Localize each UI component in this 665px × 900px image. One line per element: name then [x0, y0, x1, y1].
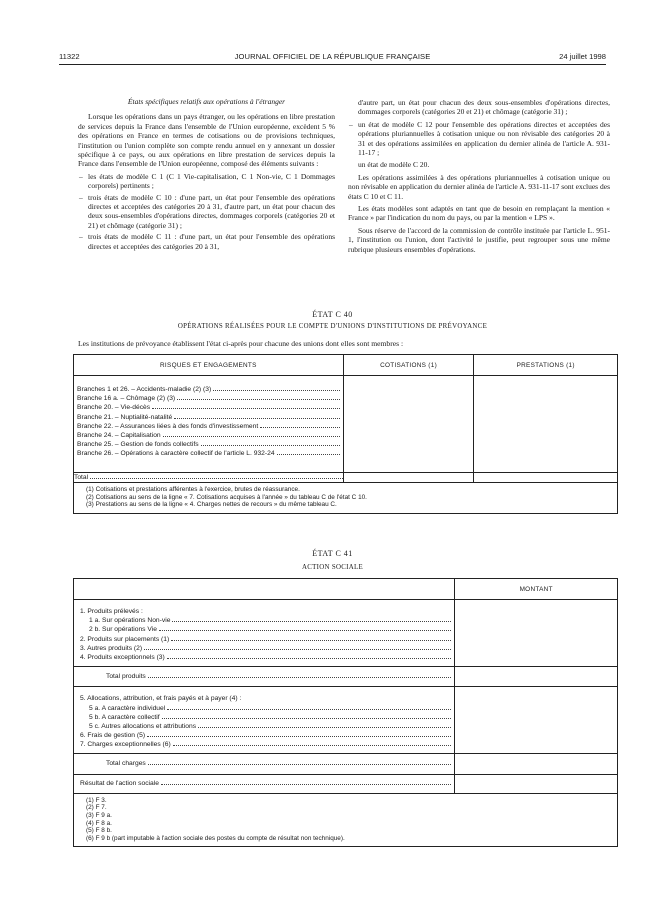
total-cotisations: [343, 473, 474, 483]
total-row: [74, 473, 618, 483]
table-header-row: [74, 355, 618, 376]
produits-row: [74, 600, 618, 667]
total-prestations: [474, 473, 618, 483]
etat-c40-intro: Les institutions de prévoyance établissent l'état ci-après pour chacune des unions dont elles sont membres :: [78, 339, 404, 348]
risk-cell: [74, 376, 344, 473]
notes-cell: [74, 483, 618, 514]
section-title: États spécifiques relatifs aux opérations à l'étranger: [127, 97, 286, 106]
etat-c40-table: [73, 354, 618, 514]
list-item: – les états de modèle C 1 (C 1 Vie-capitalisation, C 1 Non-vie, C 1 Dommages corporels) pertinents ;: [78, 172, 335, 191]
total-label: Total produits: [106, 673, 146, 681]
list-item-end: un état de modèle C 20.: [358, 160, 430, 170]
table-row: Branche 21. – Nuptialité-natalité: [77, 413, 340, 422]
produits-cell: [74, 600, 455, 667]
total-charges-cell: [74, 754, 455, 774]
table-row: Branche 22. – Assurances liées à des fonds d'investissement: [77, 422, 340, 431]
etat-c41-title: ÉTAT C 41: [312, 549, 353, 558]
right-column: [348, 98, 610, 257]
footnote: (3) Prestations au sens de la ligne « 4. Charges nettes de recours » du même tableau C.: [86, 501, 337, 509]
page-header: [59, 52, 606, 64]
table-row: 2 b. Sur opérations Vie: [80, 625, 451, 634]
table-row: 6. Frais de gestion (5): [80, 731, 451, 740]
left-column: [78, 97, 335, 254]
resultat-row: [74, 774, 618, 793]
table-header-row: [74, 579, 618, 600]
paragraph: Lorsque les opérations dans un pays étranger, ou les opérations en libre prestation de services depuis la France dans l'ensemble de l'Union européenne, excèdent 5 % des opérations en France en termes de cotisations ou de provisions techniques, l'institution ou l'union complète son compte rendu annuel en y annexant un dossier spécifique à ce pays, ou aux opérations en libre prestation de services depuis la France dans l'ensemble de l'Union européenne, composé des éléments suivants :: [78, 112, 335, 169]
etat-c41-table: [73, 578, 618, 847]
table-row: Branche 25. – Gestion de fonds collectifs: [77, 440, 340, 449]
total-row: [74, 754, 618, 774]
resultat-amount: [455, 774, 618, 793]
table-row: 5 c. Autres allocations et attributions: [80, 722, 451, 731]
footnote: (2) Cotisations au sens de la ligne « 7. Cotisations acquises à l'année » du tableau C de l'état C 10.: [86, 493, 367, 501]
column-header: PRESTATIONS (1): [474, 355, 618, 376]
etat-c41-subtitle: ACTION SOCIALE: [301, 564, 364, 571]
list-item: – trois états de modèle C 11 : d'une part, un état pour l'ensemble des opérations directes et acceptées des catégories 20 à 31,: [78, 232, 335, 251]
list-item: – un état de modèle C 12 pour l'ensemble des opérations directes et acceptées des opérations pluriannuelles à cotisation unique ou non révisable des catégories 20 à 31 et des opérations assimilées en application du dernier alinéa de l'article A. 931-11-17 ;: [348, 120, 610, 158]
total-row: [74, 667, 618, 687]
produits-amount: [455, 600, 618, 667]
etat-c40-title: ÉTAT C 40: [312, 310, 353, 319]
table-row: 1. Produits prélevés :: [80, 608, 143, 615]
element-list-continued: [348, 120, 610, 158]
header-rule: [59, 64, 606, 65]
footnote: (6) F 9 b (part imputable à l'action sociale des postes du compte de résultat non technique).: [86, 834, 345, 842]
notes-cell: [74, 793, 618, 847]
total-cell: [74, 473, 344, 483]
column-header: RISQUES ET ENGAGEMENTS: [74, 355, 344, 376]
column-header: MONTANT: [455, 579, 618, 600]
table-row: 5 a. A caractère individuel: [80, 704, 451, 713]
table-row: 5. Allocations, attribution, et frais payés et à payer (4) :: [80, 695, 242, 703]
list-continuation: d'autre part, un état pour chacun des deux sous-ensembles d'opérations directes, dommages corporels (catégories 20 et 21) et chômage (catégorie 31) ;: [358, 98, 610, 117]
footnote: (5) F 8 b.: [86, 827, 112, 835]
table-row: 1 a. Sur opérations Non-vie: [80, 616, 451, 625]
resultat-cell: [74, 774, 455, 793]
table-row: 7. Charges exceptionnelles (6): [80, 740, 451, 749]
table-row: 3. Autres produits (2): [80, 644, 451, 653]
footnote: (1) F 3.: [86, 796, 107, 804]
cotisations-cell: [343, 376, 474, 473]
resultat-label: Résultat de l'action sociale: [80, 779, 159, 787]
total-label: Total charges: [106, 760, 146, 768]
table-row: Branche 20. – Vie-décès: [77, 403, 340, 412]
paragraph: Sous réserve de l'accord de la commission de contrôle instituée par l'article L. 951-1, l'institution ou l'union, dont l'activité le justifie, peut regrouper sous une même rubrique plusieurs ensembles d'opérations.: [348, 225, 610, 254]
prestations-cell: [474, 376, 618, 473]
total-produits-amount: [455, 667, 618, 687]
charges-row: [74, 687, 618, 754]
footnote: (2) F 7.: [86, 804, 107, 812]
notes-row: [74, 793, 618, 847]
table-row: 4. Produits exceptionnels (3): [80, 653, 451, 662]
etat-c40-subtitle: OPÉRATIONS RÉALISÉES POUR LE COMPTE D'UNIONS D'INSTITUTIONS DE PRÉVOYANCE: [177, 323, 488, 330]
page-number: 11322: [59, 52, 80, 61]
table-row: Branche 24. – Capitalisation: [77, 431, 340, 440]
table-row: 2. Produits sur placements (1): [80, 635, 451, 644]
notes-row: [74, 483, 618, 514]
journal-title: JOURNAL OFFICIEL DE LA RÉPUBLIQUE FRANÇAISE: [234, 52, 431, 61]
column-header-blank: [74, 579, 455, 600]
footnote: (3) F 9 a.: [86, 812, 112, 819]
column-header: COTISATIONS (1): [343, 355, 474, 376]
table-row: 5 b. A caractère collectif: [80, 713, 451, 722]
paragraph: Les états modèles sont adaptés en tant que de besoin en remplaçant la mention « France » par l'indication du nom du pays, ou par la mention « LPS ».: [348, 204, 610, 223]
table-row: [74, 376, 618, 473]
table-row: Branche 26. – Opérations à caractère collectif de l'article L. 932-24: [77, 449, 340, 458]
total-produits-cell: [74, 667, 455, 687]
list-item: – trois états de modèle C 10 : d'une part, un état pour l'ensemble des opérations directes et acceptées des catégories 20 à 31, d'autre part, un état pour chacun des deux sous-ensembles d'opérations directes, dommages corporels (catégories 20 et 21) et chômage (catégorie 31) ;: [78, 193, 335, 231]
charges-cell: [74, 687, 455, 754]
total-charges-amount: [455, 754, 618, 774]
footnote: (4) F 8 a.: [86, 819, 112, 827]
total-label: Total: [74, 474, 89, 481]
table-row: Branches 1 et 26. – Accidents-maladie (2) (3): [77, 385, 340, 394]
publication-date: 24 juillet 1998: [559, 52, 606, 61]
paragraph: Les opérations assimilées à des opérations pluriannuelles à cotisation unique ou non révisable en application du dernier alinéa de l'article A. 931-11-17 sont exclues des états C 10 et C 11.: [348, 172, 610, 201]
footnote: (1) Cotisations et prestations afférentes à l'exercice, brutes de réassurance.: [86, 486, 300, 494]
element-list: [78, 172, 335, 251]
table-row: Branche 16 a. – Chômage (2) (3): [77, 394, 340, 403]
charges-amount: [455, 687, 618, 754]
